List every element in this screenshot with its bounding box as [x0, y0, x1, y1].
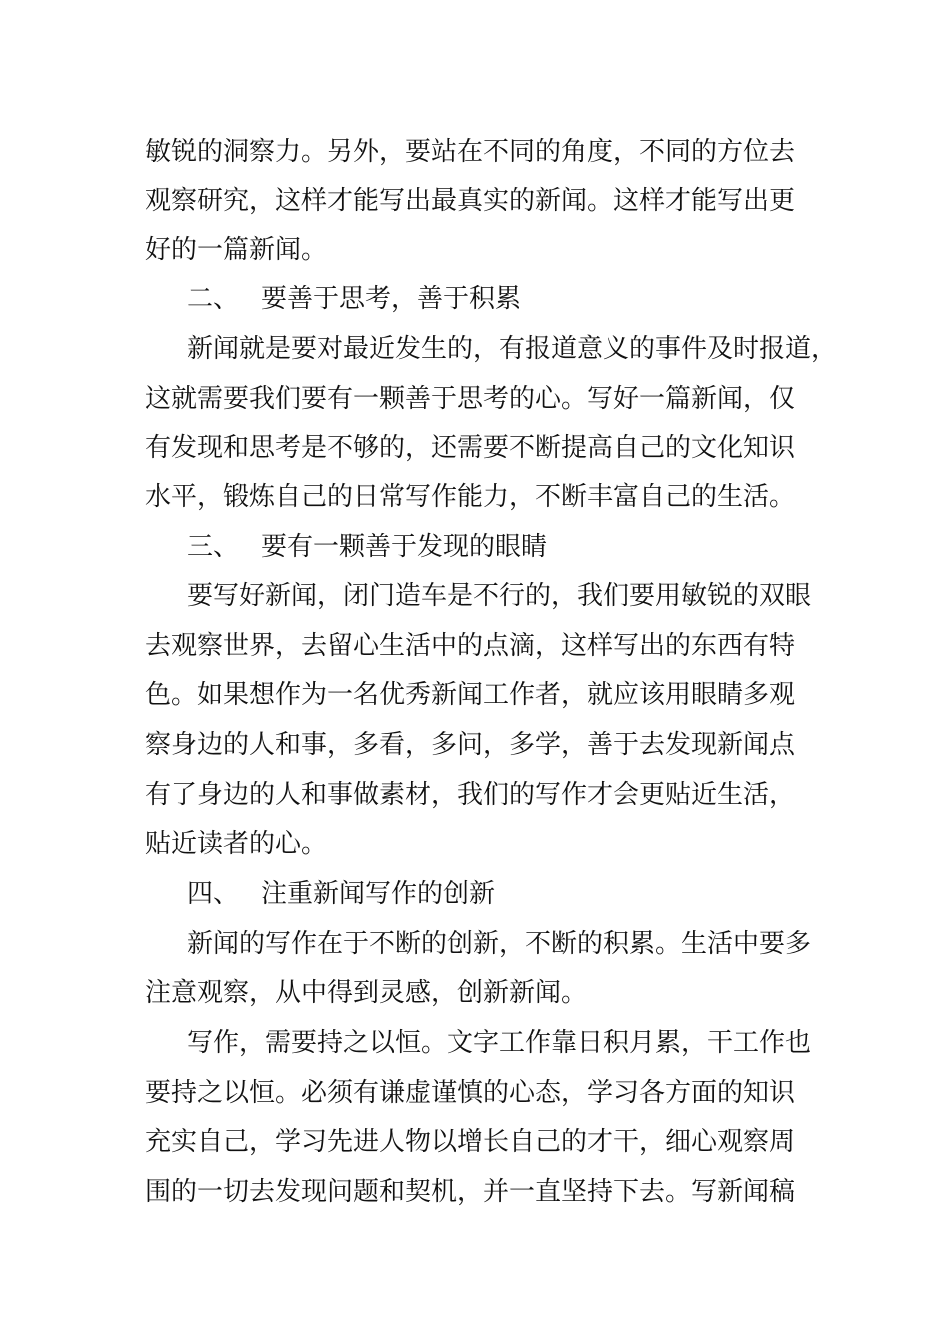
- section-number: 三、: [187, 532, 240, 562]
- text-line: 敏锐的洞察力。另外，要站在不同的角度，不同的方位去: [145, 137, 796, 167]
- section-number: 四、: [187, 879, 240, 909]
- text-line: 观察研究，这样才能写出最真实的新闻。这样才能写出更: [145, 186, 796, 216]
- section-number: 二、: [187, 284, 240, 314]
- section-title: 要有一颗善于发现的眼睛: [261, 532, 548, 562]
- text-line: 贴近读者的心。: [145, 829, 328, 859]
- text-line: 新闻的写作在于不断的创新，不断的积累。生活中要多: [187, 929, 812, 959]
- section-heading: [187, 531, 547, 563]
- text-line: 注意观察，从中得到灵感，创新新闻。: [145, 978, 588, 1008]
- text-line: 充实自己，学习先进人物以增长自己的才干，细心观察周: [145, 1127, 796, 1157]
- text-line: 要持之以恒。必须有谦虚谨慎的心态，学习各方面的知识: [145, 1078, 796, 1108]
- text-line: 色。如果想作为一名优秀新闻工作者，就应该用眼睛多观: [145, 680, 796, 710]
- section-title: 注重新闻写作的创新: [261, 879, 496, 909]
- text-line: 新闻就是要对最近发生的，有报道意义的事件及时报道，: [187, 334, 838, 364]
- text-line: 围的一切去发现问题和契机，并一直坚持下去。写新闻稿: [145, 1177, 796, 1207]
- section-title: 要善于思考，善于积累: [261, 284, 522, 314]
- section-heading: [187, 283, 521, 315]
- text-line: 好的一篇新闻。: [145, 235, 328, 265]
- text-line: 水平，锻炼自己的日常写作能力，不断丰富自己的生活。: [145, 482, 796, 512]
- text-line: 有发现和思考是不够的，还需要不断提高自己的文化知识: [145, 433, 796, 463]
- text-line: 要写好新闻，闭门造车是不行的，我们要用敏锐的双眼: [187, 581, 812, 611]
- text-line: 去观察世界，去留心生活中的点滴，这样写出的东西有特: [145, 631, 796, 661]
- text-line: 察身边的人和事，多看，多问，多学，善于去发现新闻点: [145, 730, 796, 760]
- section-heading: [187, 878, 495, 910]
- text-line: 写作，需要持之以恒。文字工作靠日积月累，干工作也: [187, 1028, 812, 1058]
- text-line: 这就需要我们要有一颗善于思考的心。写好一篇新闻，仅: [145, 384, 796, 414]
- text-line: 有了身边的人和事做素材，我们的写作才会更贴近生活，: [145, 780, 796, 810]
